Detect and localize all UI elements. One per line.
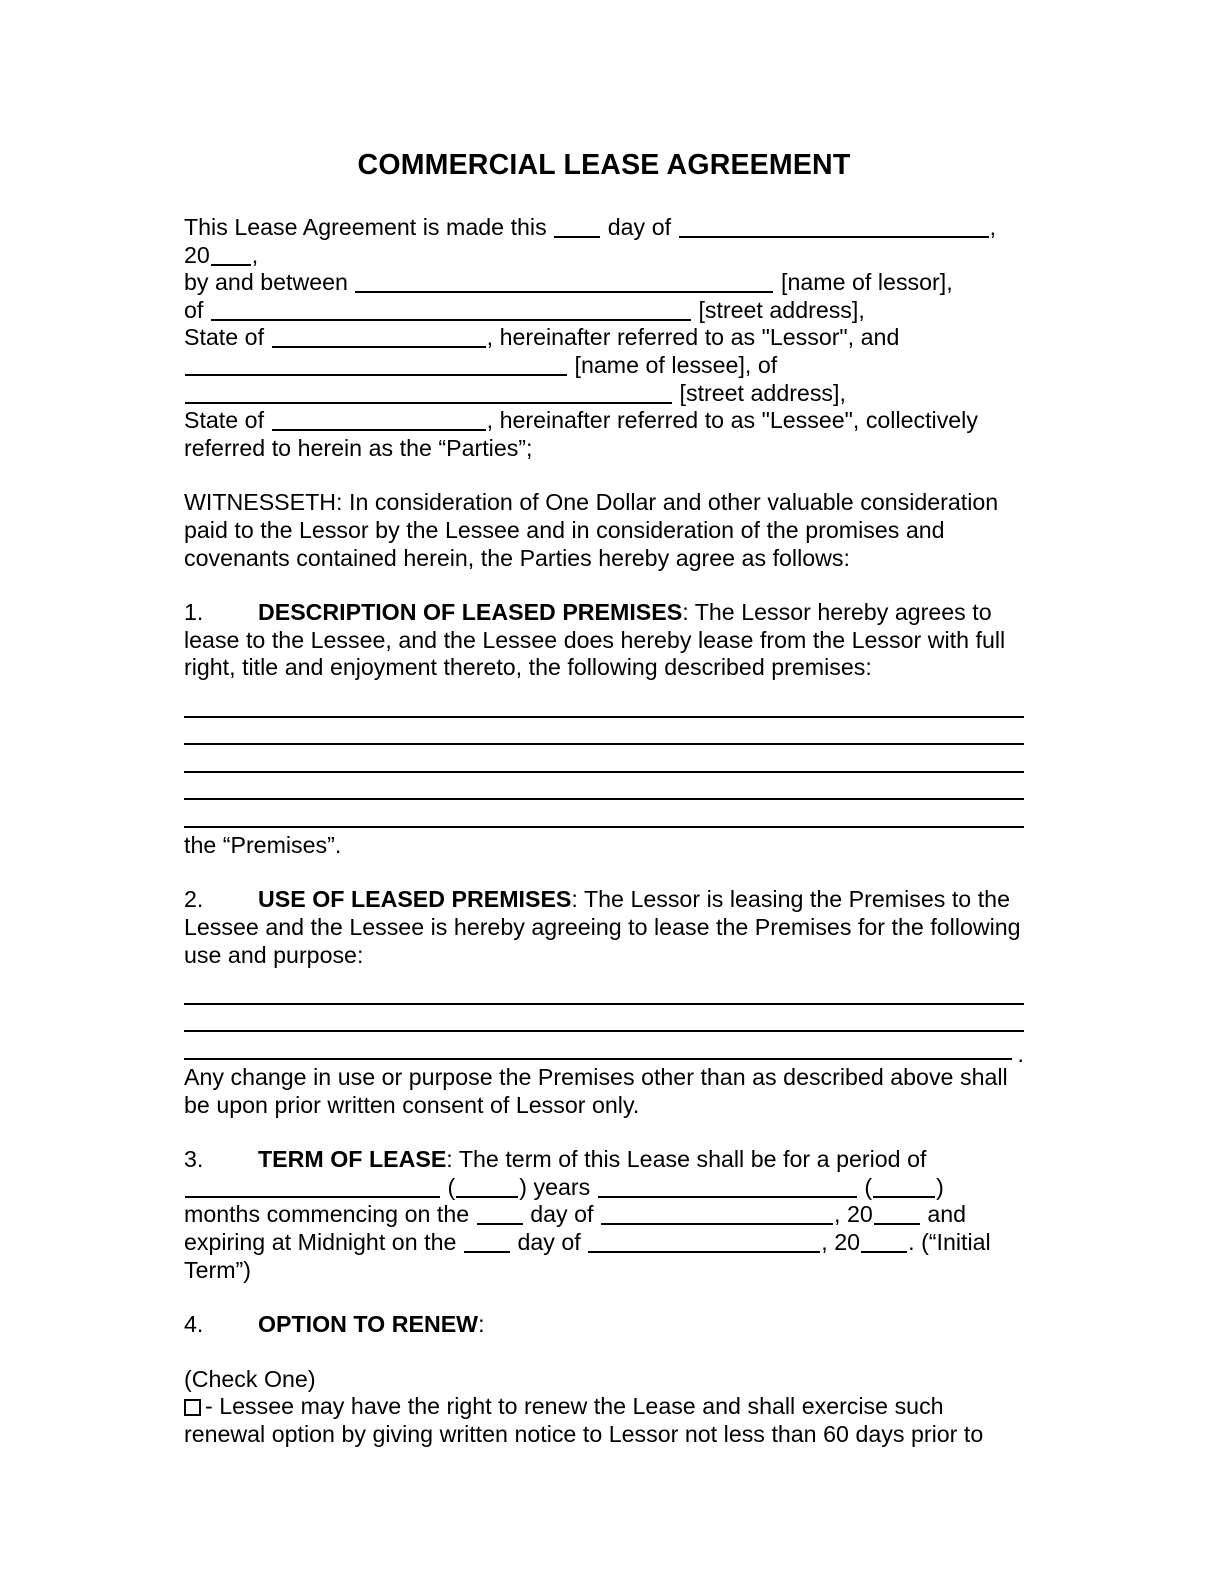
lessee-address-blank-field[interactable] [185,385,672,404]
term-line3-and: and [927,1201,967,1228]
expire-month-blank-field[interactable] [588,1234,820,1253]
blank-line [184,1058,1012,1060]
section-4-heading: OPTION TO RENEW [258,1311,479,1338]
term-paren2-close: ) [936,1173,944,1200]
intro-line2-label: [name of lessor], [781,269,953,296]
blank-line-row[interactable] [184,749,1024,777]
section-2-paragraph [184,886,1024,969]
intro-line7-prefix: State of [184,407,265,434]
term-line4-dayof: day of [517,1229,581,1255]
witnesseth-label: WITNESSETH: [184,489,343,516]
blank-line [184,771,1024,773]
term-line3-prefix: months commencing on the [184,1201,470,1228]
section-2-heading: USE OF LEASED PREMISES [258,886,572,913]
blank-line [184,716,1024,718]
intro-line8: referred to herein as the “Parties”; [184,434,533,461]
year-blank-field[interactable] [211,247,251,266]
section-4-heading-suffix: : [478,1311,485,1338]
section-2-trailing-period: . [1017,1040,1024,1067]
section-4-paragraph [184,1311,1024,1339]
lessor-name-blank-field[interactable] [355,274,773,293]
section-1-heading: DESCRIPTION OF LEASED PREMISES [258,599,683,626]
intro-line5-label: [name of lessee], of [574,351,778,378]
intro-line4-prefix: State of [184,324,265,351]
intro-line1-comma: , [251,241,259,268]
commence-day-blank-field[interactable] [477,1206,523,1225]
commence-year-blank-field[interactable] [874,1206,920,1225]
term-months-words-blank-field[interactable] [598,1179,857,1198]
intro-line3-prefix: of [184,296,204,323]
term-line3-year-prefix: , 20 [834,1201,873,1228]
intro-line2-prefix: by and between [184,269,348,296]
month-blank-field[interactable] [679,219,989,238]
intro-line3-label: [street address], [698,296,865,323]
blank-line [184,1003,1024,1005]
blank-line [184,743,1024,745]
spacer [184,682,1024,694]
page-title: COMMERCIAL LEASE AGREEMENT [357,149,851,181]
term-line4-suffix: . (“Initial [908,1229,991,1255]
blank-line-row[interactable] [184,777,1024,805]
intro-line1-prefix: This Lease Agreement is made this [184,214,547,240]
spacer [184,1284,1024,1311]
section-2-number: 2. [184,886,204,913]
term-paren-open: ( [447,1173,456,1200]
intro-line4-suffix: , hereinafter referred to as "Lessor", and [486,324,900,351]
section-2-body: : The Lessor is leasing the Premises to the Lessee and the Lessee is hereby agreeing to lease the Premises for the following use and purpose: [184,886,1021,968]
expire-year-blank-field[interactable] [861,1234,907,1253]
section-3-line1: : The term of this Lease shall be for a period of [446,1146,927,1173]
lessor-address-blank-field[interactable] [211,302,691,321]
intro-line6-label: [street address], [679,379,846,406]
spacer [184,1119,1024,1146]
spacer [184,969,1024,981]
lessee-name-blank-field[interactable] [185,357,567,376]
intro-line1-dayof: day of [607,214,672,240]
section-1-after-text: the “Premises”. [184,831,342,858]
section-1-body: : The Lessor hereby agrees to lease to the Lessee, and the Lessee does hereby lease from the Lessor with full right, title and enjoyment thereto, the following described premises: [184,599,1006,681]
blank-line-row[interactable] [184,1036,1024,1067]
section-3-number: 3. [184,1146,204,1173]
spacer [184,184,1024,214]
blank-line-row[interactable] [184,1009,1024,1037]
blank-line-row[interactable] [184,694,1024,722]
section-1-number: 1. [184,599,204,626]
commence-month-blank-field[interactable] [601,1206,833,1225]
checkbox-icon[interactable] [184,1399,201,1416]
term-paren2-open: ( [864,1173,873,1200]
blank-line-row[interactable] [184,722,1024,750]
spacer [184,572,1024,599]
intro-line1-year-prefix: , 20 [184,214,997,268]
section-2-after-text: Any change in use or purpose the Premises other than as described above shall be upon prior written consent of Lessor only. [184,1064,1008,1118]
witnesseth-paragraph [184,489,1024,572]
blank-line-row[interactable] [184,804,1024,832]
section-3-heading: TERM OF LEASE [258,1146,447,1173]
blank-line [184,798,1024,800]
expire-day-blank-field[interactable] [464,1234,510,1253]
spacer [184,462,1024,489]
intro-line7-suffix: , hereinafter referred to as "Lessee", collectively [486,407,978,434]
lessor-state-blank-field[interactable] [272,329,486,348]
term-line3-dayof: day of [530,1201,594,1228]
term-line4-prefix: expiring at Midnight on the [184,1229,457,1255]
intro-paragraph [184,214,1024,462]
section-2-blank-lines [184,981,1024,1067]
witnesseth-text: In consideration of One Dollar and other valuable consideration paid to the Lessor by the Lessee and in consideration of the promises and covenants contained herein, the Parties hereby agree as follows: [184,489,999,571]
section-4-number: 4. [184,1311,204,1338]
section-1-paragraph [184,599,1024,682]
spacer [184,1339,1024,1366]
day-blank-field[interactable] [554,219,600,238]
term-months-number-blank-field[interactable] [873,1179,935,1198]
term-line4-year-prefix: , 20 [821,1229,861,1255]
term-years-words-blank-field[interactable] [185,1179,440,1198]
blank-line [184,1030,1024,1032]
term-years-number-blank-field[interactable] [456,1179,518,1198]
blank-line [184,826,1024,828]
check-one-label: (Check One) [184,1365,316,1392]
spacer [184,859,1024,886]
renew-option-item [184,1393,1024,1448]
blank-line-row[interactable] [184,981,1024,1009]
section-3-paragraph [184,1146,1024,1284]
section-1-blank-lines [184,694,1024,832]
lessee-state-blank-field[interactable] [272,412,486,431]
term-line5: Term”) [184,1256,251,1283]
term-paren-close: ) years [519,1173,591,1200]
renew-option-text: - Lessee may have the right to renew the Lease and shall exercise such renewal option by giving written notice to Lessor not less than 60 days prior to [184,1393,984,1447]
document-content [184,148,1024,1449]
